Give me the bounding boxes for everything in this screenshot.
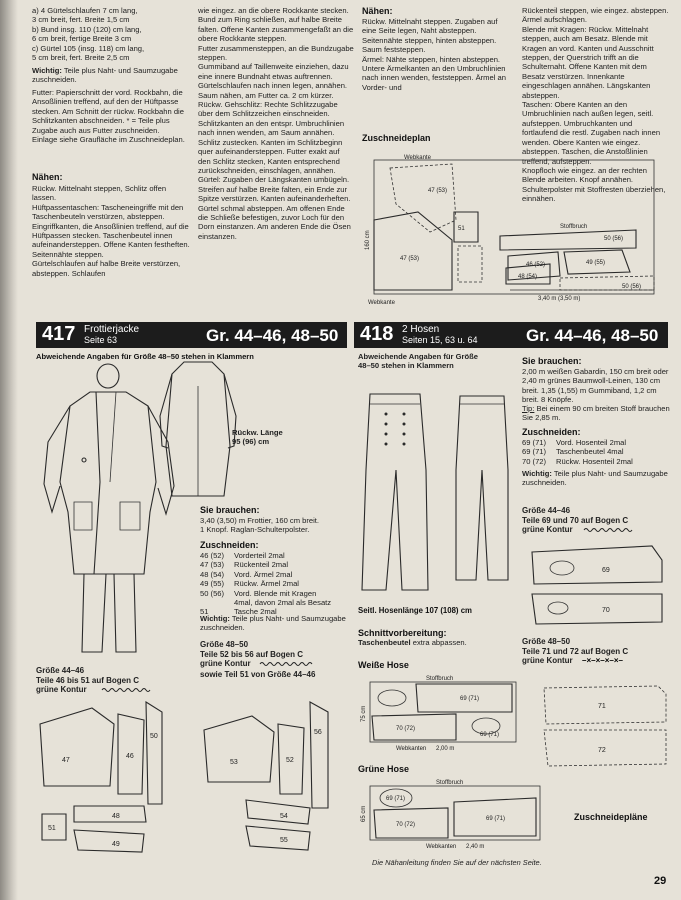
piece-label: 56 <box>314 729 322 736</box>
sewing-instructions-col1: Rückw. Mittelnaht steppen, Schlitz offen lassen. Hüftpassentaschen: Tascheneingriffe mit den Taschenbeuteln verstürzen, absteppen. Eingriffkanten, die Ansoßlinien treffend, auf die Hüftpassen stecken. Taschenbeutel innen aufeinandersteppen. Offene Kanten festheften. Seitennähte steppen. Gürtelschlaufen auf halbe Breite verstürzen, absteppen. Schlaufen <box>32 184 190 278</box>
cutting-list-item <box>522 457 672 466</box>
selvedge-label: Webkante <box>368 300 395 306</box>
piece-label: 47 (53) <box>428 188 448 194</box>
preparation-heading: Schnittvorbereitung: <box>358 628 447 638</box>
pattern-title: Frottierjacke <box>84 324 140 335</box>
belt-parts-list: a) 4 Gürtelschlaufen 7 cm lang, 3 cm breit, fert. Breite 1,5 cm b) Bund insg. 110 (120) cm lang, 6 cm breit, fertige Breite 3 cm c) Gürtel 105 (insg. 118) cm lang, 5 cm breit, fert. Breite 2,5 cm <box>32 6 145 63</box>
piece-label: 71 <box>598 703 606 710</box>
piece-number: 51 <box>200 607 209 617</box>
sewing-instructions-col2: wie eingez. an die obere Rockkante stecken. Bund zum Ring schließen, auf halbe Breite falten. Offene Kanten zusammengefaßt an die obere Rockkante steppen. Futter zusammensteppen, an die Bundzugabe steppen. Gummiband auf Taillenweite einziehen, dazu eine innere Bundnaht etwas auftrennen. Gürtelschlaufen nach innen legen, annähen. Saum nähen, am Futter ca. 2 cm kürzer. Rückw. Gehschlitz: Rechte Schlitzzugabe über dem Schlitzzeichen einschneiden. Schlitzkanten an den entspr. Umbruchlinien nach innen wenden, am Saum annähen. Schlitz zustecken. Kanten im Schlitzbeginn quer aufeinandersteppen. Futter exakt auf den Schlitz stecken, Kanten entsprechend zurückschneiden, einschlagen, annähen. Gürtel: Zugaben der Längskanten umbügeln. Streifen auf halbe Breite falten, ein Ende zur Spitze verstürzen. Kanten aufeinanderheften. Gürtel schmal absteppen. Am offenen Ende die Schließe befestigen, zuvor Loch für den Dorn einstanzen. Am anderen Ende die Ösen einstanzen. <box>198 6 354 241</box>
cutting-plan-white <box>356 672 526 756</box>
cutting-list-item <box>200 551 350 560</box>
preparation-note: Taschenbeutel extra abpassen. <box>358 638 467 647</box>
piece-number: 70 (72) <box>522 456 547 466</box>
piece-description: Rückw. Hosenteil 2mal <box>556 456 633 466</box>
green-contour-mark <box>100 687 156 693</box>
piece-label: 49 (55) <box>586 260 606 266</box>
selvedge-label: Webkanten <box>396 746 427 752</box>
piece-label: 69 (71) <box>480 732 500 738</box>
piece-label: 46 (52) <box>526 262 546 268</box>
fold-label: Stoffbruch <box>436 780 464 786</box>
piece-label: 53 <box>230 759 238 766</box>
size-44-46-title: Größe 44–46 Teile 69 und 70 auf Bogen C grüne Kontur <box>522 506 629 535</box>
piece-label: 52 <box>286 757 294 764</box>
piece-label: 46 <box>126 753 134 760</box>
piece-label: 51 <box>458 226 465 232</box>
width-label: 75 cm <box>361 705 367 722</box>
lining-instructions: Futter: Papierschnitt der vord. Rockbahn, die Ansoßlinien treffend, auf den der Hüftpasse stecken. Am Schnitt der rückw. Rockbahn die Schlitzkanten abschneiden. * = Teile plus Zugabe auch aus Futter zuschneiden. Einlage siehe Graufläche im Zuschneideplan. <box>32 88 185 145</box>
length-label: 2,00 m <box>436 746 455 752</box>
sewing-heading-417: Nähen: <box>362 6 393 16</box>
piece-description: Vorderteil 2mal <box>234 551 285 560</box>
green-contour-mark <box>258 661 318 667</box>
piece-label: 72 <box>598 747 606 754</box>
pattern-418-header <box>354 322 668 348</box>
trousers-illustration <box>356 380 516 602</box>
piece-description: Rückw. Ärmel 2mal <box>234 579 299 589</box>
piece-label: 47 <box>62 757 70 764</box>
pattern-number: 417 <box>42 323 76 345</box>
length-label: 3,40 m (3,50 m) <box>538 296 581 302</box>
piece-number: 48 (54) <box>200 569 225 579</box>
size-48-50-title: Größe 48–50 Teile 71 und 72 auf Bogen C grüne Kontur <box>522 637 629 666</box>
size-note: Abweichende Angaben für Größe 48–50 stehen in Klammern <box>36 352 254 361</box>
piece-label: 70 (72) <box>396 822 416 828</box>
side-length: Seitl. Hosenlänge 107 (108) cm <box>358 606 472 615</box>
cutting-plan-417 <box>360 150 672 308</box>
fold-label: Stoffbruch <box>426 676 454 682</box>
pattern-page-ref: Seiten 15, 63 u. 64 <box>402 335 478 345</box>
pattern-pieces-44-46 <box>34 694 184 864</box>
piece-description: Tasche 2mal <box>234 607 277 617</box>
pattern-417-header <box>36 322 347 348</box>
piece-label: 70 (72) <box>396 726 416 732</box>
important-note: Wichtig: Teile plus Naht- und Saumzugabe zuschneiden. <box>200 614 346 633</box>
piece-label: 54 <box>280 813 288 820</box>
cutting-heading: Zuschneiden: <box>200 540 259 550</box>
materials-heading: Sie brauchen: <box>522 356 582 366</box>
piece-label: 51 <box>48 825 56 832</box>
width-label: 65 cm <box>361 805 367 822</box>
length-label: 2,40 m <box>466 844 485 850</box>
size-48-50-title: Größe 48–50 Teile 52 bis 56 auf Bogen C grüne Kontur <box>200 640 303 669</box>
cutting-plans-label: Zuschneidepläne <box>574 812 648 822</box>
green-contour-mark <box>582 527 634 533</box>
selvedge-label: Webkante <box>404 155 431 161</box>
size-44-46-extra: sowie Teil 51 von Größe 44–46 <box>200 670 316 679</box>
instructions-reference: Die Nähanleitung finden Sie auf der nächsten Seite. <box>372 858 542 867</box>
pattern-title: 2 Hosen <box>402 324 440 335</box>
piece-label: 69 (71) <box>486 816 506 822</box>
size-range: Gr. 44–46, 48–50 <box>526 326 659 345</box>
piece-description: Vord. Hosenteil 2mal <box>556 438 627 447</box>
pattern-number: 418 <box>360 323 394 345</box>
piece-number: 69 (71) <box>522 447 547 457</box>
piece-description: Taschenbeutel 4mal <box>556 447 624 457</box>
sewing-instructions-col3: Rückw. Mittelnaht steppen. Zugaben auf eine Seite legen, Naht absteppen. Seitennähte steppen, hinten absteppen. Saum feststeppen. Ärmel: Nähte steppen, hinten absteppen. Untere Ärmelkanten an den Umbruchlinien nach innen wenden, feststeppen. Ärmel an Vorder- und <box>362 17 506 92</box>
piece-number: 50 (56) <box>200 588 225 598</box>
piece-label: 47 (53) <box>400 256 420 262</box>
piece-label: 69 (71) <box>460 696 480 702</box>
piece-label: 49 <box>112 841 120 848</box>
cutting-list <box>522 438 672 466</box>
pattern-pieces-69-70 <box>522 536 672 636</box>
cutting-plan-title: Zuschneideplan <box>362 133 431 143</box>
jacket-back-illustration <box>158 356 238 506</box>
contour-marks: –×–×–×–×– <box>582 656 623 665</box>
cutting-list-item <box>200 560 350 569</box>
page-number: 29 <box>654 875 667 887</box>
piece-label: 50 (56) <box>622 284 642 290</box>
pattern-page-ref: Seite 63 <box>84 335 118 345</box>
sewing-instructions-col4: Rückenteil steppen, wie eingez. absteppen. Ärmel aufschlagen. Blende mit Kragen: Rückw. Mittelnaht steppen, auch am Besatz. Blende mit Kragen an vord. Kanten und Ausschnitt steppen, der Querstrich trifft an die Schulternaht. Offene Kanten mit dem Besatz verstürzen. Innenkante eingeschlagen annähen. Längskanten absteppen. Taschen: Obere Kanten an den Umbruchlinien nach außen legen, seitl. aufsteppen. Umbruchkanten und fortlaufend die restl. Zugaben nach innen wenden. Obere Kanten wie eingez. absteppen. Taschen, die Anstoßlinien treffend, aufsteppen. Knopfloch wie eingez. an der rechten Blende arbeiten. Knopf annähen. Schulterpolster mit Stoffresten überziehen, einnähen. <box>522 6 669 204</box>
size-range: Gr. 44–46, 48–50 <box>206 326 339 345</box>
materials-list: 2,00 m weißen Gabardin, 150 cm breit oder 2,40 m grünes Baumwoll-Leinen, 130 cm breit. 1,35 (1,55) m Gummiband, 1,2 cm breit. 8 Knöpfe. <box>522 367 669 405</box>
pattern-pieces-48-50 <box>200 690 346 860</box>
width-label: 160 cm <box>365 230 371 250</box>
size-note: Abweichende Angaben für Größe 48–50 stehen in Klammern <box>358 352 478 371</box>
green-trousers-heading: Grüne Hose <box>358 764 410 774</box>
selvedge-label: Webkanten <box>426 844 457 850</box>
cutting-heading: Zuschneiden: <box>522 427 581 437</box>
piece-label: 69 (71) <box>386 796 406 802</box>
cutting-list <box>200 551 350 617</box>
piece-label: 55 <box>280 837 288 844</box>
size-44-46-title: Größe 44–46 Teile 46 bis 51 auf Bogen C grüne Kontur <box>36 666 139 695</box>
important-note: Wichtig: Teile plus Naht- und Saumzugabe zuschneiden. <box>522 469 668 488</box>
cutting-list-item <box>522 438 672 447</box>
sewing-heading: Nähen: <box>32 172 63 182</box>
important-note: Wichtig: Teile plus Naht- und Saumzugabe zuschneiden. <box>32 66 178 85</box>
pattern-pieces-71-72 <box>538 682 672 772</box>
fold-label: Stoffbruch <box>560 224 588 230</box>
cutting-list-item <box>200 579 350 588</box>
piece-number: 69 (71) <box>522 438 547 447</box>
cutting-plan-green <box>356 776 546 856</box>
piece-label: 69 <box>602 567 610 574</box>
piece-number: 49 (55) <box>200 579 225 589</box>
piece-description: Vord. Ärmel 2mal <box>234 569 293 579</box>
cutting-list-item <box>200 570 350 579</box>
white-trousers-heading: Weiße Hose <box>358 660 409 670</box>
piece-label: 70 <box>602 607 610 614</box>
piece-number: 47 (53) <box>200 560 225 570</box>
cutting-list-item <box>200 589 350 608</box>
piece-label: 48 <box>112 813 120 820</box>
back-length: Rückw. Länge 95 (96) cm <box>232 428 283 447</box>
tip-note: Tip: Bei einem 90 cm breiten Stoff brauchen Sie 2,85 m. <box>522 404 670 423</box>
piece-label: 48 (54) <box>518 274 538 280</box>
piece-description: Vord. Blende mit Kragen 4mal, davon 2mal als Besatz <box>234 588 332 608</box>
piece-label: 50 <box>150 733 158 740</box>
cutting-list-item <box>522 447 672 456</box>
materials-list: 3,40 (3,50) m Frottier, 160 cm breit. 1 Knopf. Raglan-Schulterpolster. <box>200 516 320 535</box>
piece-number: 46 (52) <box>200 551 225 560</box>
materials-heading: Sie brauchen: <box>200 505 260 515</box>
piece-label: 50 (56) <box>604 236 624 242</box>
piece-description: Rückenteil 2mal <box>234 560 289 570</box>
